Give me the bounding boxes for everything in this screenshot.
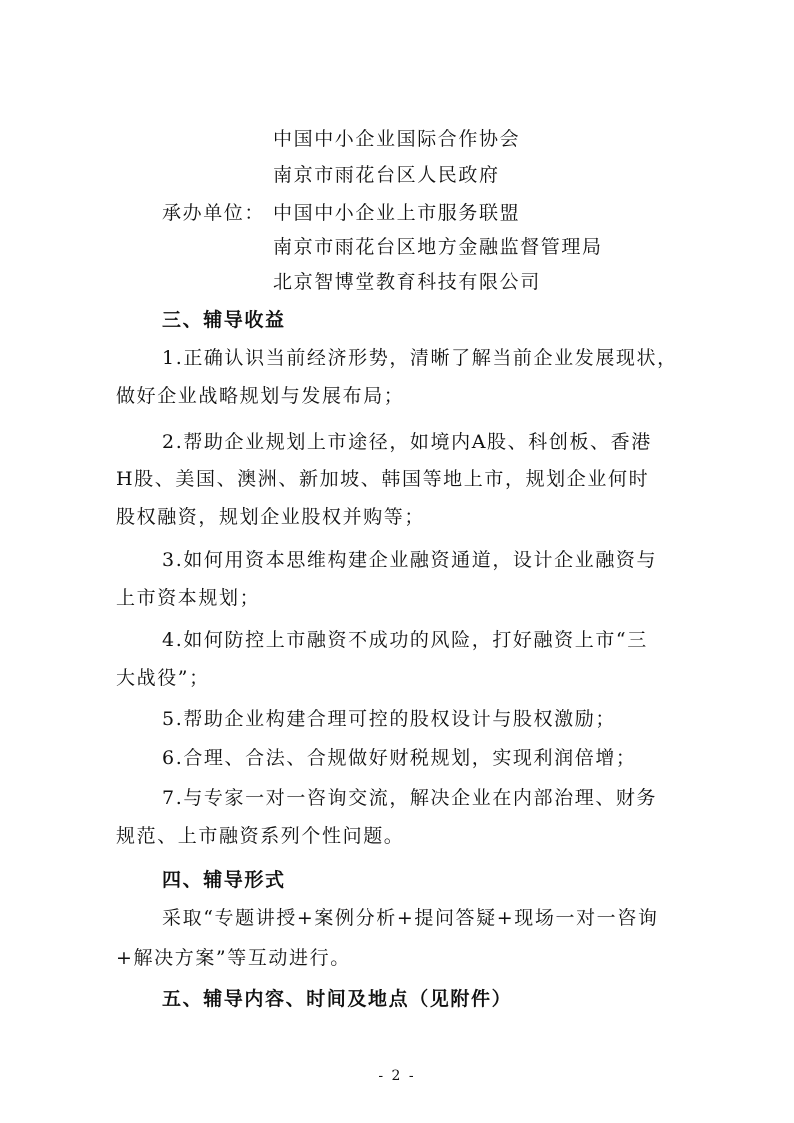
section3-p4-line2: 大战役”； [116,667,210,689]
organizer-line-2: 南京市雨花台区人民政府 [273,164,500,186]
organizer-line-1: 中国中小企业国际合作协会 [273,128,521,150]
section3-p3-line2: 上市资本规划； [116,587,261,609]
section3-p7-line1: 7.与专家一对一咨询交流，解决企业在内部治理、财务 [162,787,658,809]
cohost-line-3: 北京智博堂教育科技有限公司 [273,271,541,293]
section4-p1-line1: 采取“专题讲授+案例分析+提问答疑+现场一对一咨询 [162,907,659,929]
section3-p2-line2: H股、美国、澳洲、新加坡、韩国等地上市，规划企业何时 [116,468,650,490]
section3-heading: 三、辅导收益 [162,309,286,331]
cohost-label: 承办单位： [162,202,266,224]
page-number: - 2 - [378,1068,416,1084]
section3-p7-line2: 规范、上市融资系列个性问题。 [116,825,405,847]
section3-p2-line1: 2.帮助企业规划上市途径，如境内A股、科创板、香港 [162,431,652,453]
section3-p6: 6.合理、合法、合规做好财税规划，实现利润倍增； [162,747,637,769]
section5-heading: 五、辅导内容、时间及地点（见附件） [162,988,513,1010]
section3-p2-line3: 股权融资，规划企业股权并购等； [116,506,426,528]
section4-p1-line2: +解决方案”等互动进行。 [116,947,351,969]
section3-p3-line1: 3.如何用资本思维构建企业融资通道，设计企业融资与 [162,549,658,571]
section3-p1-line1: 1.正确认识当前经济形势，清晰了解当前企业发展现状， [162,347,678,369]
section4-heading: 四、辅导形式 [162,869,286,891]
section3-p4-line1: 4.如何防控上市融资不成功的风险，打好融资上市“三 [162,629,648,651]
section3-p5: 5.帮助企业构建合理可控的股权设计与股权激励； [162,708,616,730]
section3-p1-line2: 做好企业战略规划与发展布局； [116,385,405,407]
cohost-line-2: 南京市雨花台区地方金融监督管理局 [273,236,603,258]
cohost-line-1: 中国中小企业上市服务联盟 [273,202,521,224]
